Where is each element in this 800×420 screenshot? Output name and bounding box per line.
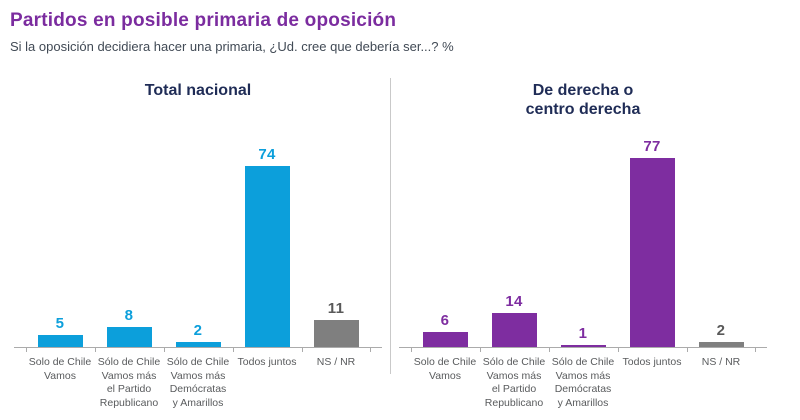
category-label: Solo de Chile Vamos (413, 356, 477, 382)
value-label: 11 (327, 300, 345, 317)
value-label: 6 (440, 312, 450, 329)
value-label: 8 (124, 307, 134, 324)
category-labels (399, 356, 767, 411)
value-label: 2 (193, 322, 203, 339)
page-subtitle: Si la oposición decidiera hacer una primaria, ¿Ud. cree que debería ser...? % (10, 39, 454, 54)
plot-area (14, 122, 382, 348)
value-label: 74 (258, 146, 276, 163)
value-label: 77 (643, 138, 661, 155)
category-label: Sólo de Chile Vamos más el Partido Republicano (97, 356, 161, 409)
value-label: 1 (578, 325, 588, 342)
category-labels (14, 356, 382, 411)
bar-column (411, 312, 480, 347)
chart-total-nacional (14, 76, 382, 411)
bar (176, 342, 221, 347)
plot-area (399, 122, 767, 348)
axis-tick (411, 348, 480, 352)
bar-column (302, 300, 371, 347)
page-header (0, 0, 800, 54)
category-label: Todos juntos (622, 356, 682, 368)
bar-column (26, 315, 95, 347)
category-label: Sólo de Chile Vamos más Demócratas y Amarillos (166, 356, 230, 409)
bar-column (480, 293, 549, 347)
bar (699, 342, 744, 347)
axis-tick (26, 348, 95, 352)
chart-title: Total nacional (144, 82, 252, 99)
bar (423, 332, 468, 347)
bar-column (233, 146, 302, 347)
vertical-divider (390, 78, 391, 374)
bar (314, 320, 359, 347)
axis-tick (480, 348, 549, 352)
page-title: Partidos en posible primaria de oposición (10, 10, 397, 31)
chart-derecha-centro-derecha (399, 76, 767, 411)
category-label: Sólo de Chile Vamos más el Partido Republicano (482, 356, 546, 409)
axis-tick (164, 348, 233, 352)
category-label: NS / NR (701, 356, 741, 368)
bar (38, 335, 83, 347)
axis-tick (233, 348, 302, 352)
category-label: NS / NR (316, 356, 356, 368)
bar (561, 345, 606, 347)
value-label: 14 (505, 293, 523, 310)
bar-column (618, 138, 687, 347)
value-label: 5 (55, 315, 65, 332)
category-label: Solo de Chile Vamos (28, 356, 92, 382)
bar (492, 313, 537, 347)
bar (630, 158, 675, 347)
bar (107, 327, 152, 347)
bar-column (95, 307, 164, 347)
category-label: Todos juntos (237, 356, 297, 368)
charts-container (0, 76, 800, 411)
value-label: 2 (716, 322, 726, 339)
bar-column (687, 322, 756, 347)
bar (245, 166, 290, 347)
axis-tick (549, 348, 618, 352)
axis-tick (687, 348, 756, 352)
axis-ticks (399, 348, 767, 352)
axis-tick (618, 348, 687, 352)
chart-title: De derecha o centro derecha (525, 82, 641, 118)
axis-ticks (14, 348, 382, 352)
bar-column (164, 322, 233, 347)
category-label: Sólo de Chile Vamos más Demócratas y Amarillos (551, 356, 615, 409)
axis-tick (95, 348, 164, 352)
bar-column (549, 325, 618, 347)
axis-tick (302, 348, 371, 352)
